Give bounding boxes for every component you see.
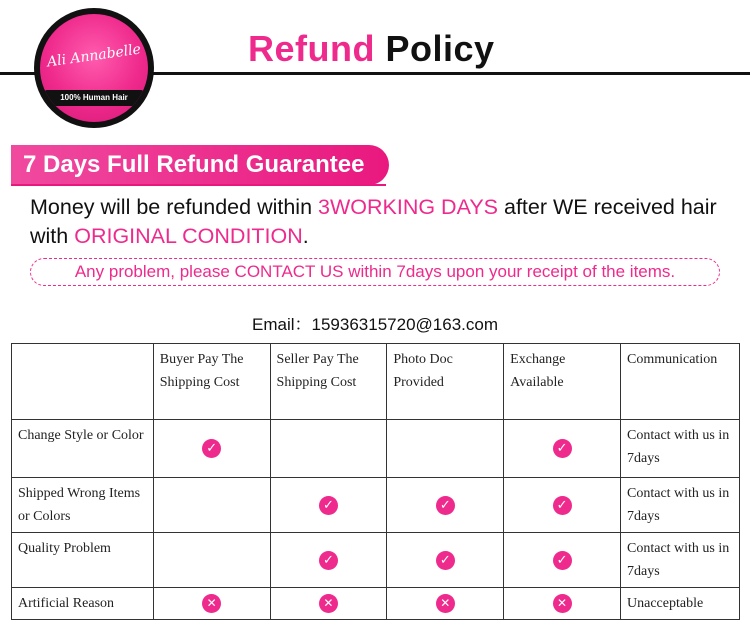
- table-header-cell: Communication: [621, 344, 740, 420]
- table-header-cell: Photo Doc Provided: [387, 344, 504, 420]
- table-cell: [504, 420, 621, 478]
- communication-cell: Contact with us in 7days: [621, 478, 740, 533]
- table-cell: [153, 588, 270, 620]
- row-label: Quality Problem: [12, 533, 154, 588]
- table-cell: [504, 533, 621, 588]
- refund-table: [11, 343, 740, 620]
- check-icon: ✓: [319, 496, 338, 515]
- contact-notice: Any problem, please CONTACT US within 7days upon your receipt of the items.: [30, 258, 720, 286]
- logo-script-text: Ali Annabelle: [46, 41, 142, 71]
- cross-icon: ✕: [436, 594, 455, 613]
- check-icon: ✓: [436, 496, 455, 515]
- table-cell: [387, 420, 504, 478]
- paragraph-text-2: after WE received hair with: [30, 195, 717, 248]
- brand-logo: [34, 8, 154, 128]
- banner-underline: [11, 184, 386, 186]
- table-cell: [504, 588, 621, 620]
- check-icon: ✓: [319, 551, 338, 570]
- check-icon: ✓: [553, 496, 572, 515]
- logo-tagline: 100% Human Hair: [44, 90, 144, 106]
- cross-icon: ✕: [553, 594, 572, 613]
- table-header-cell: Buyer Pay The Shipping Cost: [153, 344, 270, 420]
- table-cell: [153, 420, 270, 478]
- title-part-1: Refund: [248, 28, 375, 69]
- check-icon: ✓: [436, 551, 455, 570]
- table-row: [12, 588, 740, 620]
- table-cell: [270, 420, 387, 478]
- table-header-cell: Exchange Available: [504, 344, 621, 420]
- row-label: Change Style or Color: [12, 420, 154, 478]
- table-header-cell: Seller Pay The Shipping Cost: [270, 344, 387, 420]
- table-cell: [153, 478, 270, 533]
- refund-paragraph: [30, 193, 730, 251]
- table-cell: [270, 478, 387, 533]
- check-icon: ✓: [553, 551, 572, 570]
- check-icon: ✓: [202, 439, 221, 458]
- row-label: Shipped Wrong Items or Colors: [12, 478, 154, 533]
- paragraph-text-1: Money will be refunded within: [30, 195, 319, 219]
- table-cell: [387, 588, 504, 620]
- table-header-cell: [12, 344, 154, 420]
- paragraph-highlight-days: 3WORKING DAYS: [318, 195, 499, 219]
- row-label: Artificial Reason: [12, 588, 154, 620]
- table-cell: [270, 533, 387, 588]
- table-cell: [504, 478, 621, 533]
- table-header-row: [12, 344, 740, 420]
- communication-cell: Contact with us in 7days: [621, 420, 740, 478]
- paragraph-text-3: .: [302, 224, 309, 248]
- table-cell: [387, 533, 504, 588]
- table-cell: [270, 588, 387, 620]
- page-title: [248, 28, 495, 70]
- title-part-2: Policy: [385, 28, 495, 69]
- communication-cell: Unacceptable: [621, 588, 740, 620]
- communication-cell: Contact with us in 7days: [621, 533, 740, 588]
- table-cell: [153, 533, 270, 588]
- contact-email[interactable]: Email：15936315720@163.com: [252, 315, 498, 334]
- table-row: [12, 533, 740, 588]
- table-cell: [387, 478, 504, 533]
- paragraph-highlight-condition: ORIGINAL CONDITION: [74, 224, 303, 248]
- table-row: [12, 478, 740, 533]
- check-icon: ✓: [553, 439, 572, 458]
- guarantee-banner: 7 Days Full Refund Guarantee: [11, 145, 389, 185]
- table-row: [12, 420, 740, 478]
- cross-icon: ✕: [202, 594, 221, 613]
- cross-icon: ✕: [319, 594, 338, 613]
